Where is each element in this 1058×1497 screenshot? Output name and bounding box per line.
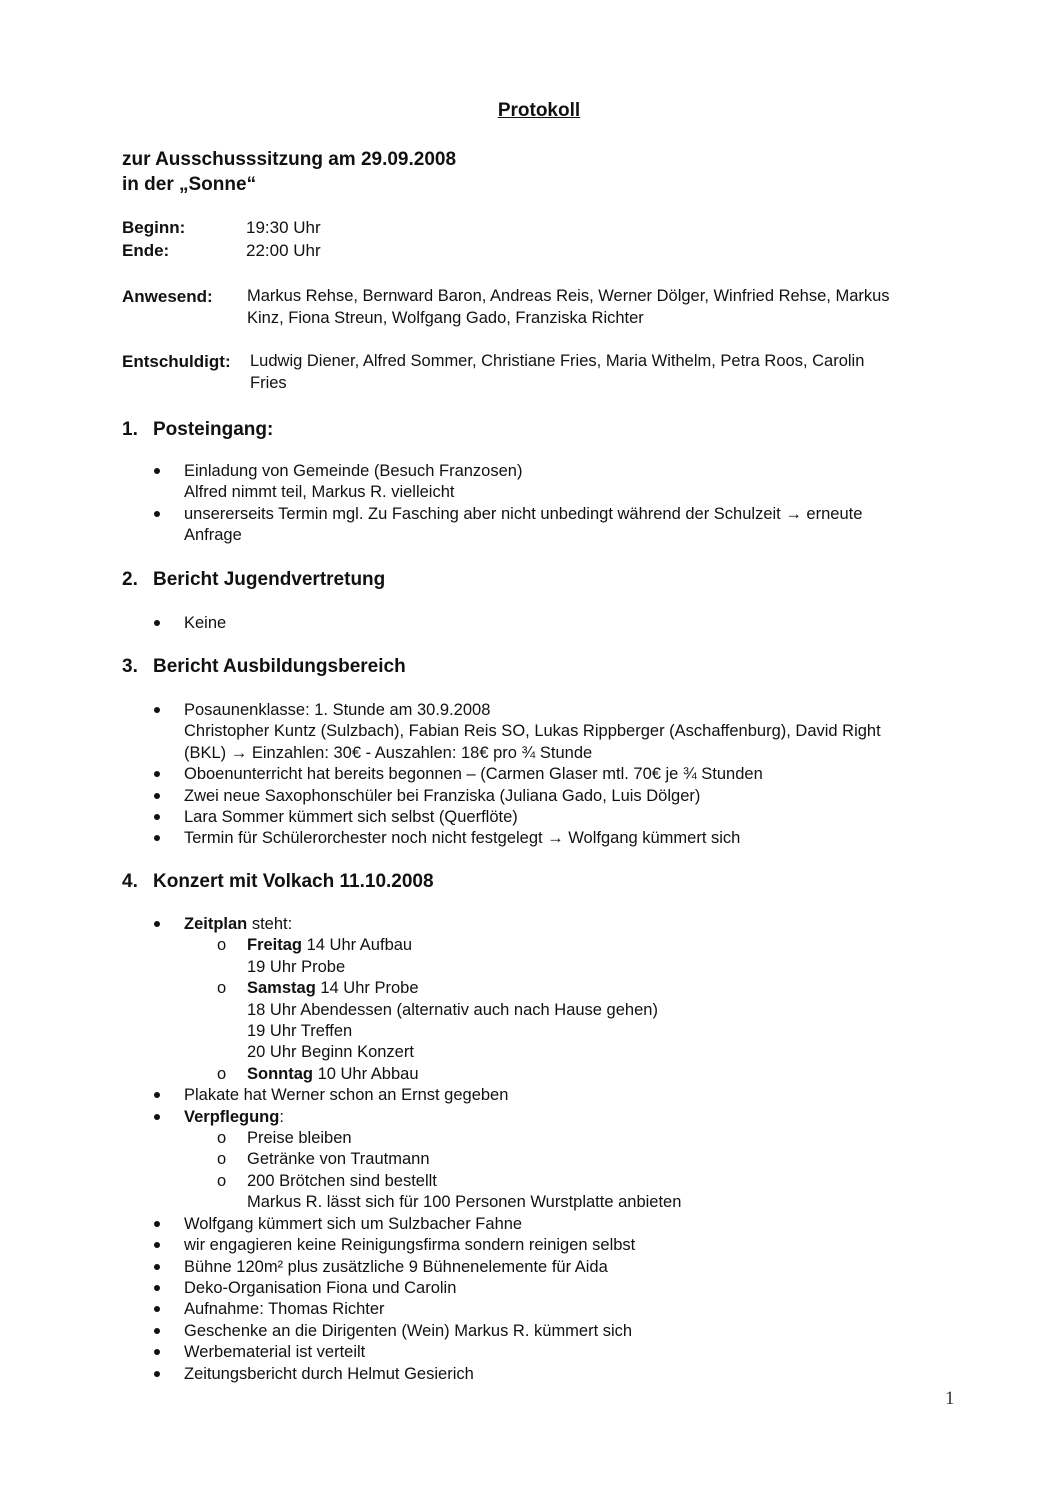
day-label: Freitag — [247, 936, 303, 955]
section-4-number: 4. — [122, 871, 138, 892]
list-item — [0, 807, 944, 828]
list-item-line: Aufnahme: Thomas Richter — [184, 1300, 385, 1319]
sublist-item — [184, 1128, 944, 1149]
day-text: 14 Uhr Aufbau — [302, 936, 413, 955]
sublist-continuation: Markus R. lässt sich für 100 Personen Wurstplatte anbieten — [247, 1193, 682, 1212]
list-item-line: Lara Sommer kümmert sich selbst (Querflöte) — [184, 808, 518, 827]
sublist-item — [184, 1064, 944, 1085]
list-item-line: Plakate hat Werner schon an Ernst gegeben — [184, 1086, 509, 1105]
bullet-icon — [154, 620, 160, 626]
section-2-list — [0, 613, 944, 634]
section-2-title: Bericht Jugendvertretung — [153, 569, 386, 590]
bullet-icon — [154, 1285, 160, 1291]
section-3-list — [0, 700, 944, 850]
list-item-line: Einladung von Gemeinde (Besuch Franzosen) — [184, 462, 523, 480]
bullet-icon — [154, 1328, 160, 1334]
day-continuation: 19 Uhr Probe — [247, 957, 346, 976]
begin-value: 19:30 Uhr — [246, 218, 321, 237]
bullet-icon — [154, 1221, 160, 1227]
meeting-heading-line1: zur Ausschusssitzung am 29.09.2008 — [122, 149, 457, 170]
circle-bullet-icon: o — [217, 979, 227, 998]
list-item — [0, 1085, 944, 1106]
list-item — [0, 786, 944, 807]
sublist-item — [184, 1171, 944, 1214]
day-continuation: 19 Uhr Treffen — [247, 1022, 353, 1041]
sublist-item — [184, 935, 944, 978]
list-item — [0, 461, 944, 504]
day-text: 10 Uhr Abbau — [313, 1064, 419, 1083]
verpflegung-heading — [184, 1107, 944, 1128]
list-item-zeitplan — [0, 914, 944, 1085]
day-text: 14 Uhr Probe — [315, 979, 419, 998]
list-item-line: Keine — [184, 614, 227, 632]
excused-label: Entschuldigt: — [122, 352, 231, 371]
list-item-line: Deko-Organisation Fiona und Carolin — [184, 1278, 457, 1297]
list-item-line: Termin für Schülerorchester noch nicht festgelegt → Wolfgang kümmert sich — [184, 829, 741, 848]
list-item — [0, 1299, 944, 1320]
section-2-number: 2. — [122, 569, 138, 590]
section-1-number: 1. — [122, 419, 138, 440]
zeitplan-sublist — [184, 935, 944, 1085]
excused-line1: Ludwig Diener, Alfred Sommer, Christiane Fries, Maria Withelm, Petra Roos, Carolin — [250, 352, 865, 370]
present-text — [247, 286, 947, 329]
list-item — [0, 504, 944, 547]
bullet-icon — [154, 793, 160, 799]
bullet-icon — [154, 1242, 160, 1248]
list-item-line: (BKL) → Einzahlen: 30€ - Auszahlen: 18€ pro ¾ Stunde — [184, 743, 593, 762]
list-item-line: Oboenunterricht hat bereits begonnen – (Carmen Glaser mtl. 70€ je ¾ Stunden — [184, 765, 763, 784]
bullet-icon — [154, 511, 160, 517]
meeting-heading-line2: in der „Sonne“ — [122, 174, 257, 195]
bullet-icon — [154, 1306, 160, 1312]
end-value: 22:00 Uhr — [246, 241, 321, 260]
list-item — [0, 1214, 944, 1235]
zeitplan-label: Zeitplan — [184, 915, 248, 933]
circle-bullet-icon: o — [217, 936, 227, 955]
section-4-list — [0, 914, 944, 1385]
list-item-line: Posaunenklasse: 1. Stunde am 30.9.2008 — [184, 701, 491, 719]
day-label: Samstag — [247, 979, 316, 998]
section-1-title: Posteingang: — [153, 419, 274, 440]
circle-bullet-icon: o — [217, 1129, 227, 1148]
present-label: Anwesend: — [122, 287, 213, 306]
list-item-line: Zwei neue Saxophonschüler bei Franziska (Juliana Gado, Luis Dölger) — [184, 786, 701, 805]
list-item — [0, 700, 944, 764]
circle-bullet-icon: o — [217, 1064, 227, 1083]
bullet-icon — [154, 1371, 160, 1377]
bullet-icon — [154, 468, 160, 474]
section-4-heading — [122, 870, 434, 894]
section-3-title: Bericht Ausbildungsbereich — [153, 656, 406, 677]
verpflegung-sublist — [184, 1128, 944, 1214]
end-label: Ende: — [122, 241, 170, 260]
begin-label: Beginn: — [122, 218, 186, 237]
day-continuation: 20 Uhr Beginn Konzert — [247, 1043, 414, 1062]
bullet-icon — [154, 835, 160, 841]
list-item — [0, 1364, 944, 1385]
bullet-icon — [154, 1264, 160, 1270]
excused-text — [250, 351, 950, 394]
day-label: Sonntag — [247, 1064, 313, 1083]
sublist-text: Preise bleiben — [247, 1129, 352, 1148]
list-item-line: Anfrage — [184, 526, 242, 545]
page-number: 1 — [945, 1388, 955, 1409]
sublist-text: 200 Brötchen sind bestellt — [247, 1171, 437, 1190]
verpflegung-label: Verpflegung — [184, 1107, 280, 1126]
bullet-icon — [154, 814, 160, 820]
list-item-line: wir engagieren keine Reinigungsfirma sondern reinigen selbst — [184, 1236, 636, 1255]
list-item — [0, 1278, 944, 1299]
list-item-line: Bühne 120m² plus zusätzliche 9 Bühnenelemente für Aida — [184, 1257, 608, 1276]
bullet-icon — [154, 771, 160, 777]
excused-line2: Fries — [250, 373, 287, 392]
zeitplan-rest: steht: — [247, 915, 293, 933]
zeitplan-heading — [184, 914, 944, 935]
section-2-heading — [122, 568, 385, 592]
circle-bullet-icon: o — [217, 1171, 227, 1190]
list-item — [0, 828, 944, 849]
section-1-heading — [122, 418, 273, 442]
section-4-title: Konzert mit Volkach 11.10.2008 — [153, 871, 434, 892]
list-item — [0, 1342, 944, 1363]
list-item — [0, 1257, 944, 1278]
bullet-icon — [154, 1092, 160, 1098]
circle-bullet-icon: o — [217, 1150, 227, 1169]
section-3-number: 3. — [122, 656, 138, 677]
bullet-icon — [154, 921, 160, 927]
list-item-line: Geschenke an die Dirigenten (Wein) Markus R. kümmert sich — [184, 1321, 633, 1340]
sublist-item — [184, 1149, 944, 1170]
list-item-line: Alfred nimmt teil, Markus R. vielleicht — [184, 483, 455, 502]
list-item — [0, 613, 944, 634]
list-item — [0, 1321, 944, 1342]
begin-row — [122, 217, 321, 239]
list-item — [0, 764, 944, 785]
document-title: Protokoll — [497, 100, 581, 121]
verpflegung-rest: : — [279, 1107, 284, 1126]
present-line2: Kinz, Fiona Streun, Wolfgang Gado, Franziska Richter — [247, 308, 644, 327]
meeting-heading — [122, 147, 456, 197]
list-item-line: Zeitungsbericht durch Helmut Gesierich — [184, 1364, 474, 1383]
bullet-icon — [154, 1114, 160, 1120]
day-continuation: 18 Uhr Abendessen (alternativ auch nach Hause gehen) — [247, 1000, 658, 1019]
bullet-icon — [154, 1349, 160, 1355]
list-item-line: Christopher Kuntz (Sulzbach), Fabian Reis SO, Lukas Rippberger (Aschaffenburg), David Right — [184, 722, 881, 741]
sublist-text: Getränke von Trautmann — [247, 1150, 430, 1169]
section-1-list — [0, 461, 944, 547]
sublist-item — [184, 978, 944, 1064]
section-3-heading — [122, 655, 406, 679]
bullet-icon — [154, 707, 160, 713]
list-item-verpflegung — [0, 1107, 944, 1214]
end-row — [122, 240, 321, 262]
present-line1: Markus Rehse, Bernward Baron, Andreas Reis, Werner Dölger, Winfried Rehse, Markus — [247, 287, 890, 305]
list-item — [0, 1235, 944, 1256]
list-item-line: Wolfgang kümmert sich um Sulzbacher Fahne — [184, 1214, 523, 1233]
list-item-line: unsererseits Termin mgl. Zu Fasching aber nicht unbedingt während der Schulzeit → erneute — [184, 504, 863, 523]
list-item-line: Werbematerial ist verteilt — [184, 1343, 366, 1362]
